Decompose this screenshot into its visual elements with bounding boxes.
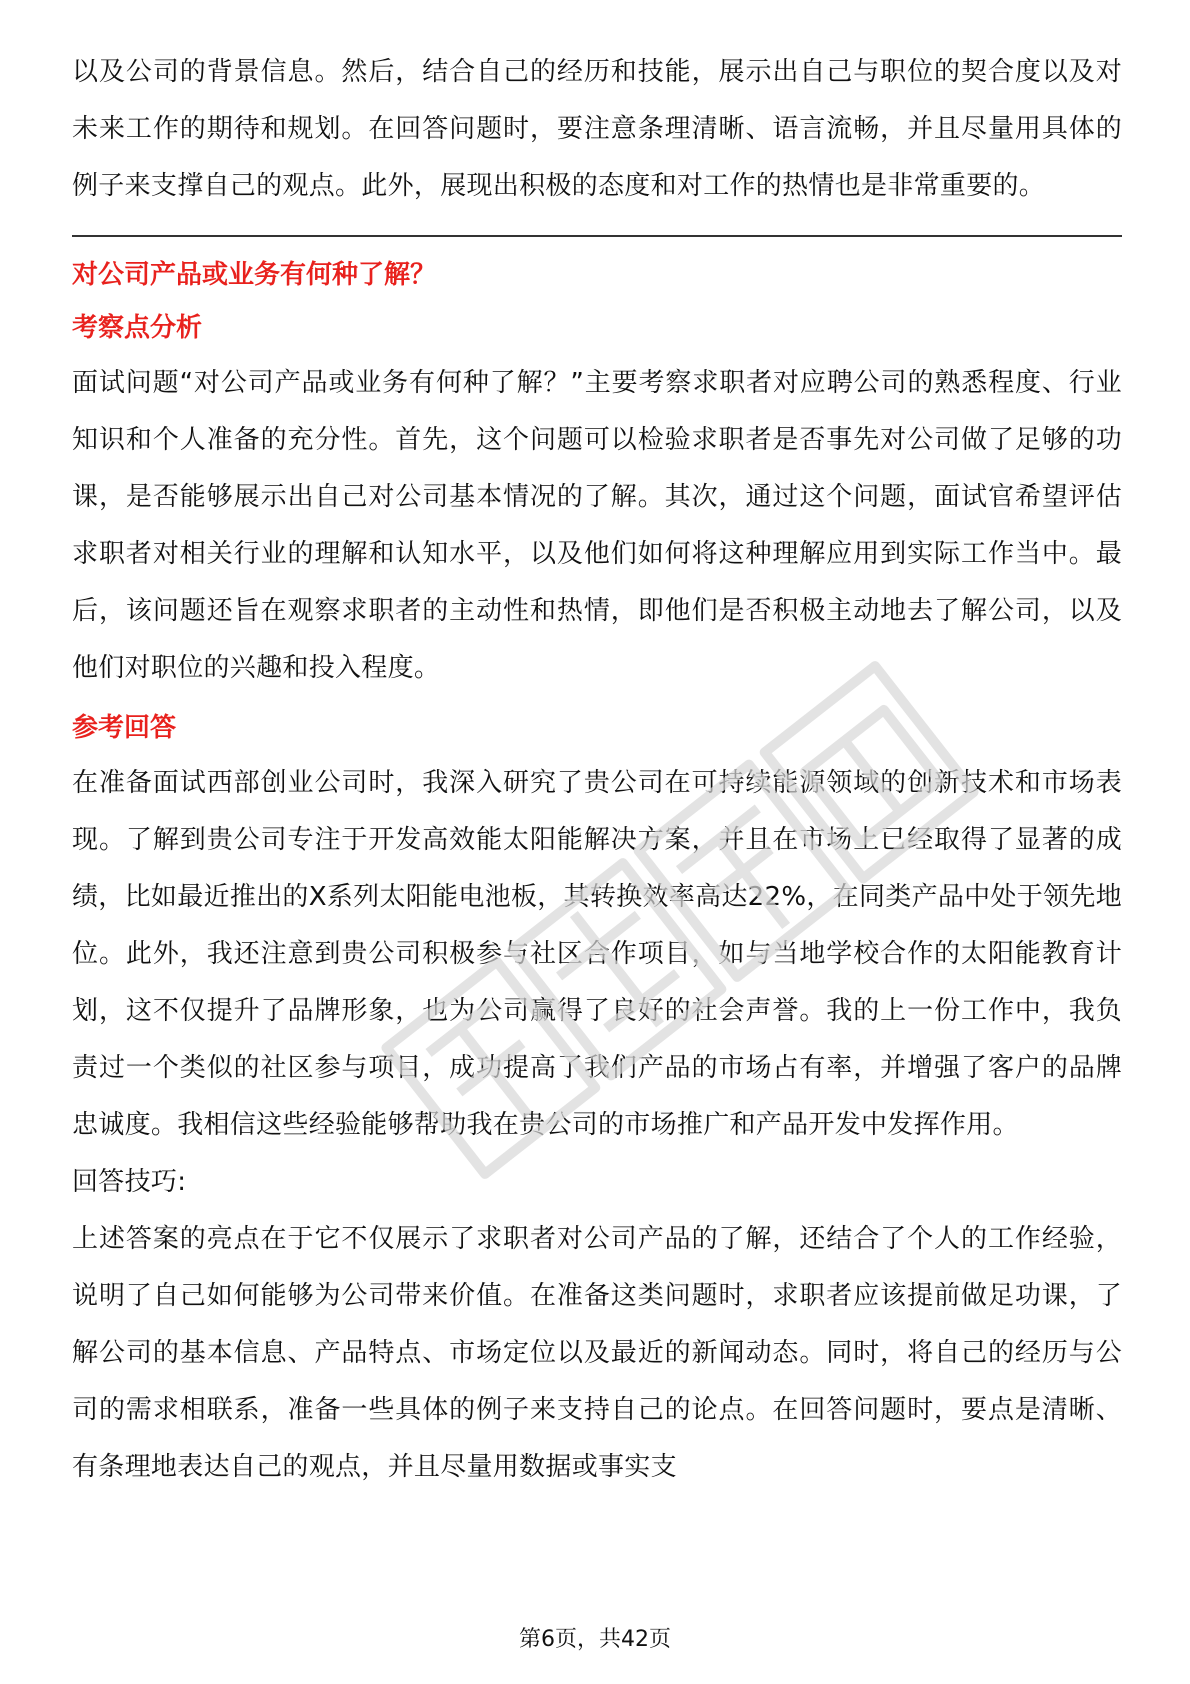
answer-heading: 参考回答: [72, 713, 177, 743]
page-number-footer: 第6页，共42页: [519, 1627, 671, 1652]
analysis-paragraph: 面试问题“对公司产品或业务有何种了解？”主要考察求职者对应聘公司的熟悉程度、行业知识和个人准备的充分性。首先，这个问题可以检验求职者是否事先对公司做了足够的功课，是否能够展示出自己对公司基本情况的了解。其次，通过这个问题，面试官希望评估求职者对相关行业的理解和认知水平，以及他们如何将这种理解应用到实际工作当中。最后，该问题还旨在观察求职者的主动性和热情，即他们是否积极主动地去了解公司，以及他们对职位的兴趣和投入程度。: [72, 368, 1122, 683]
section-divider: [72, 235, 1122, 237]
analysis-heading: 考察点分析: [72, 313, 203, 343]
question-title: 对公司产品或业务有何种了解？: [72, 260, 437, 290]
page-content: [72, 44, 1122, 1496]
intro-paragraph: 以及公司的背景信息。然后，结合自己的经历和技能，展示出自己与职位的契合度以及对未来工作的期待和规划。在回答问题时，要注意条理清晰、语言流畅，并且尽量用具体的例子来支撑自己的观点。此外，展现出积极的态度和对工作的热情也是非常重要的。: [72, 57, 1122, 201]
tips-paragraph: 上述答案的亮点在于它不仅展示了求职者对公司产品的了解，还结合了个人的工作经验，说明了自己如何能够为公司带来价值。在准备这类问题时，求职者应该提前做足功课，了解公司的基本信息、产品特点、市场定位以及最近的新闻动态。同时，将自己的经历与公司的需求相联系，准备一些具体的例子来支持自己的论点。在回答问题时，要点是清晰、有条理地表达自己的观点，并且尽量用数据或事实支: [72, 1224, 1122, 1482]
answer-paragraph: 在准备面试西部创业公司时，我深入研究了贵公司在可持续能源领域的创新技术和市场表现。了解到贵公司专注于开发高效能太阳能解决方案，并且在市场上已经取得了显著的成绩，比如最近推出的X系列太阳能电池板，其转换效率高达22%，在同类产品中处于领先地位。此外，我还注意到贵公司积极参与社区合作项目，如与当地学校合作的太阳能教育计划，这不仅提升了品牌形象，也为公司赢得了良好的社会声誉。我的上一份工作中，我负责过一个类似的社区参与项目，成功提高了我们产品的市场占有率，并增强了客户的品牌忠诚度。我相信这些经验能够帮助我在贵公司的市场推广和产品开发中发挥作用。: [72, 768, 1122, 1140]
tips-label: 回答技巧:: [72, 1167, 187, 1197]
